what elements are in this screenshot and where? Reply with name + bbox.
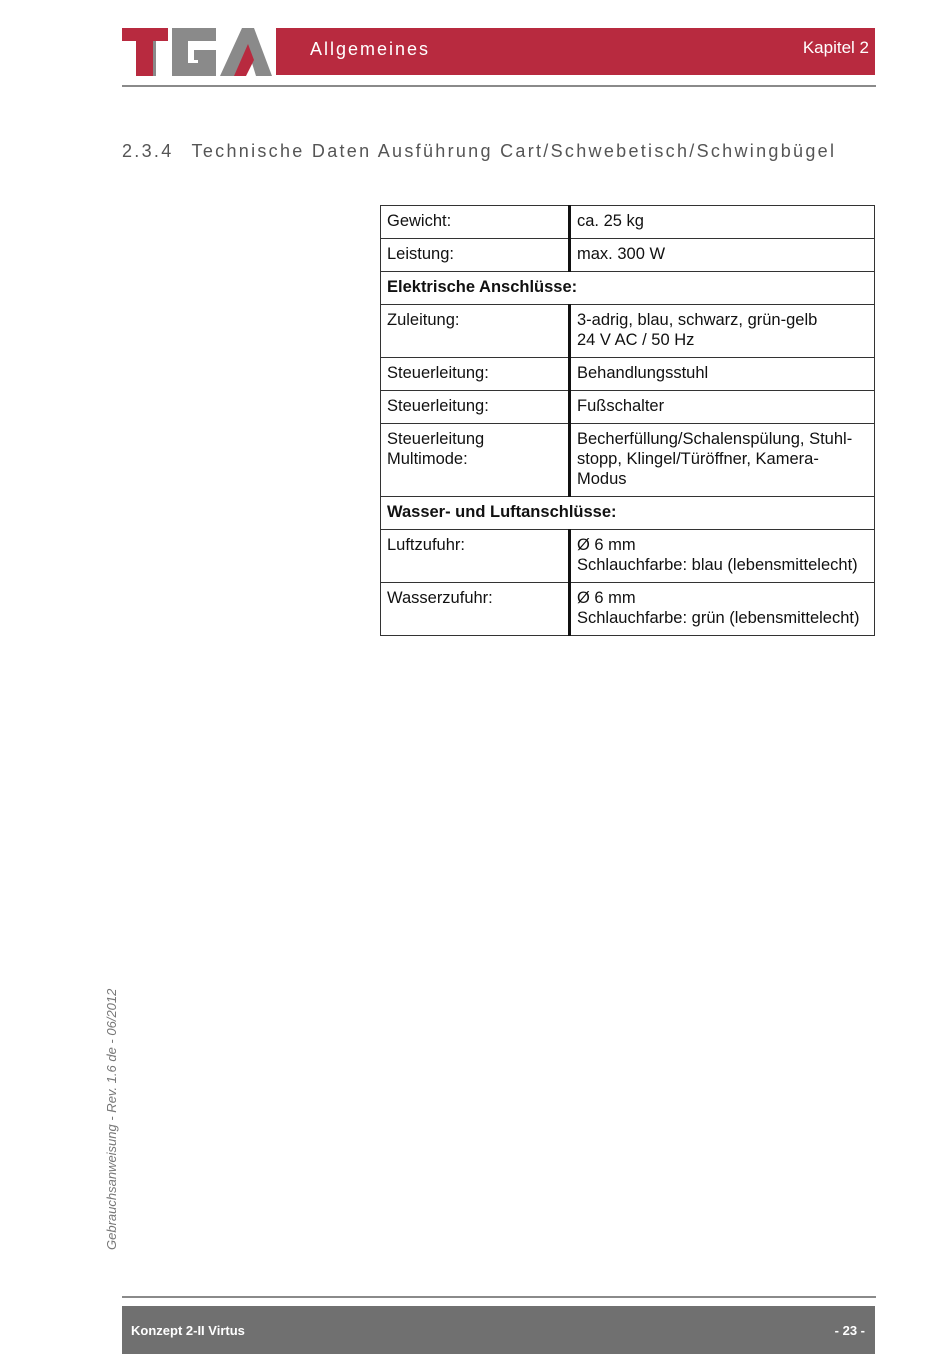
spec-label: [381, 424, 570, 497]
section-title: Allgemeines: [310, 39, 431, 59]
spec-value: [570, 583, 875, 636]
table-section-row: [381, 497, 875, 530]
table-row: [381, 305, 875, 358]
table-row: [381, 358, 875, 391]
table-row: [381, 583, 875, 636]
table-row: [381, 206, 875, 239]
spec-label: Wasserzufuhr:: [381, 583, 570, 636]
spec-label: Steuerleitung:: [381, 391, 570, 424]
table-row: [381, 391, 875, 424]
spec-section-title: Elektrische Anschlüsse:: [381, 272, 875, 305]
spec-value-line: Schlauchfarbe: grün (lebensmittelecht): [577, 609, 860, 627]
heading-number: 2.3.4: [122, 141, 174, 161]
spec-value-line: Ø 6 mm: [577, 589, 636, 607]
spec-value: max. 300 W: [570, 239, 875, 272]
spec-value-line: 3-adrig, blau, schwarz, grün-gelb: [577, 311, 818, 329]
tga-logo: [122, 28, 272, 76]
spec-label: Leistung:: [381, 239, 570, 272]
page-number: - 23 -: [834, 1323, 865, 1338]
spec-value-line: Ø 6 mm: [577, 536, 636, 554]
spec-label: Luftzufuhr:: [381, 530, 570, 583]
spec-label-line: Steuerleitung: [387, 430, 485, 448]
header-band: [276, 28, 875, 75]
spec-value-line: Becherfüllung/Schalenspülung, Stuhl-: [577, 430, 853, 448]
spec-label: Steuerleitung:: [381, 358, 570, 391]
spec-value-line: Schlauchfarbe: blau (lebensmittelecht): [577, 556, 858, 574]
spec-value: [570, 305, 875, 358]
spec-value: Behandlungsstuhl: [570, 358, 875, 391]
spec-label: Zuleitung:: [381, 305, 570, 358]
table-section-row: [381, 272, 875, 305]
spec-section-title: Wasser- und Luftanschlüsse:: [381, 497, 875, 530]
spec-value-line: 24 V AC / 50 Hz: [577, 331, 695, 349]
spec-value: [570, 424, 875, 497]
chapter-label: Kapitel 2: [802, 38, 869, 57]
spec-label: Gewicht:: [381, 206, 570, 239]
product-name: Konzept 2-II Virtus: [131, 1323, 245, 1338]
document-revision-note: Gebrauchsanweisung - Rev. 1.6 de - 06/2012: [104, 988, 119, 1250]
table-row: [381, 239, 875, 272]
table-row: [381, 424, 875, 497]
technical-data-table: [380, 205, 875, 636]
spec-value: [570, 530, 875, 583]
section-heading: [122, 141, 836, 162]
footer-band: [122, 1306, 875, 1354]
spec-label-line: Multimode:: [387, 450, 468, 468]
footer-divider: [122, 1296, 876, 1298]
spec-value: ca. 25 kg: [570, 206, 875, 239]
spec-value: Fußschalter: [570, 391, 875, 424]
heading-title: Technische Daten Ausführung Cart/Schwebetisch/Schwingbügel: [191, 141, 837, 161]
table-row: [381, 530, 875, 583]
header-divider: [122, 85, 876, 87]
spec-value-line: stopp, Klingel/Türöffner, Kamera-Modus: [577, 450, 819, 488]
